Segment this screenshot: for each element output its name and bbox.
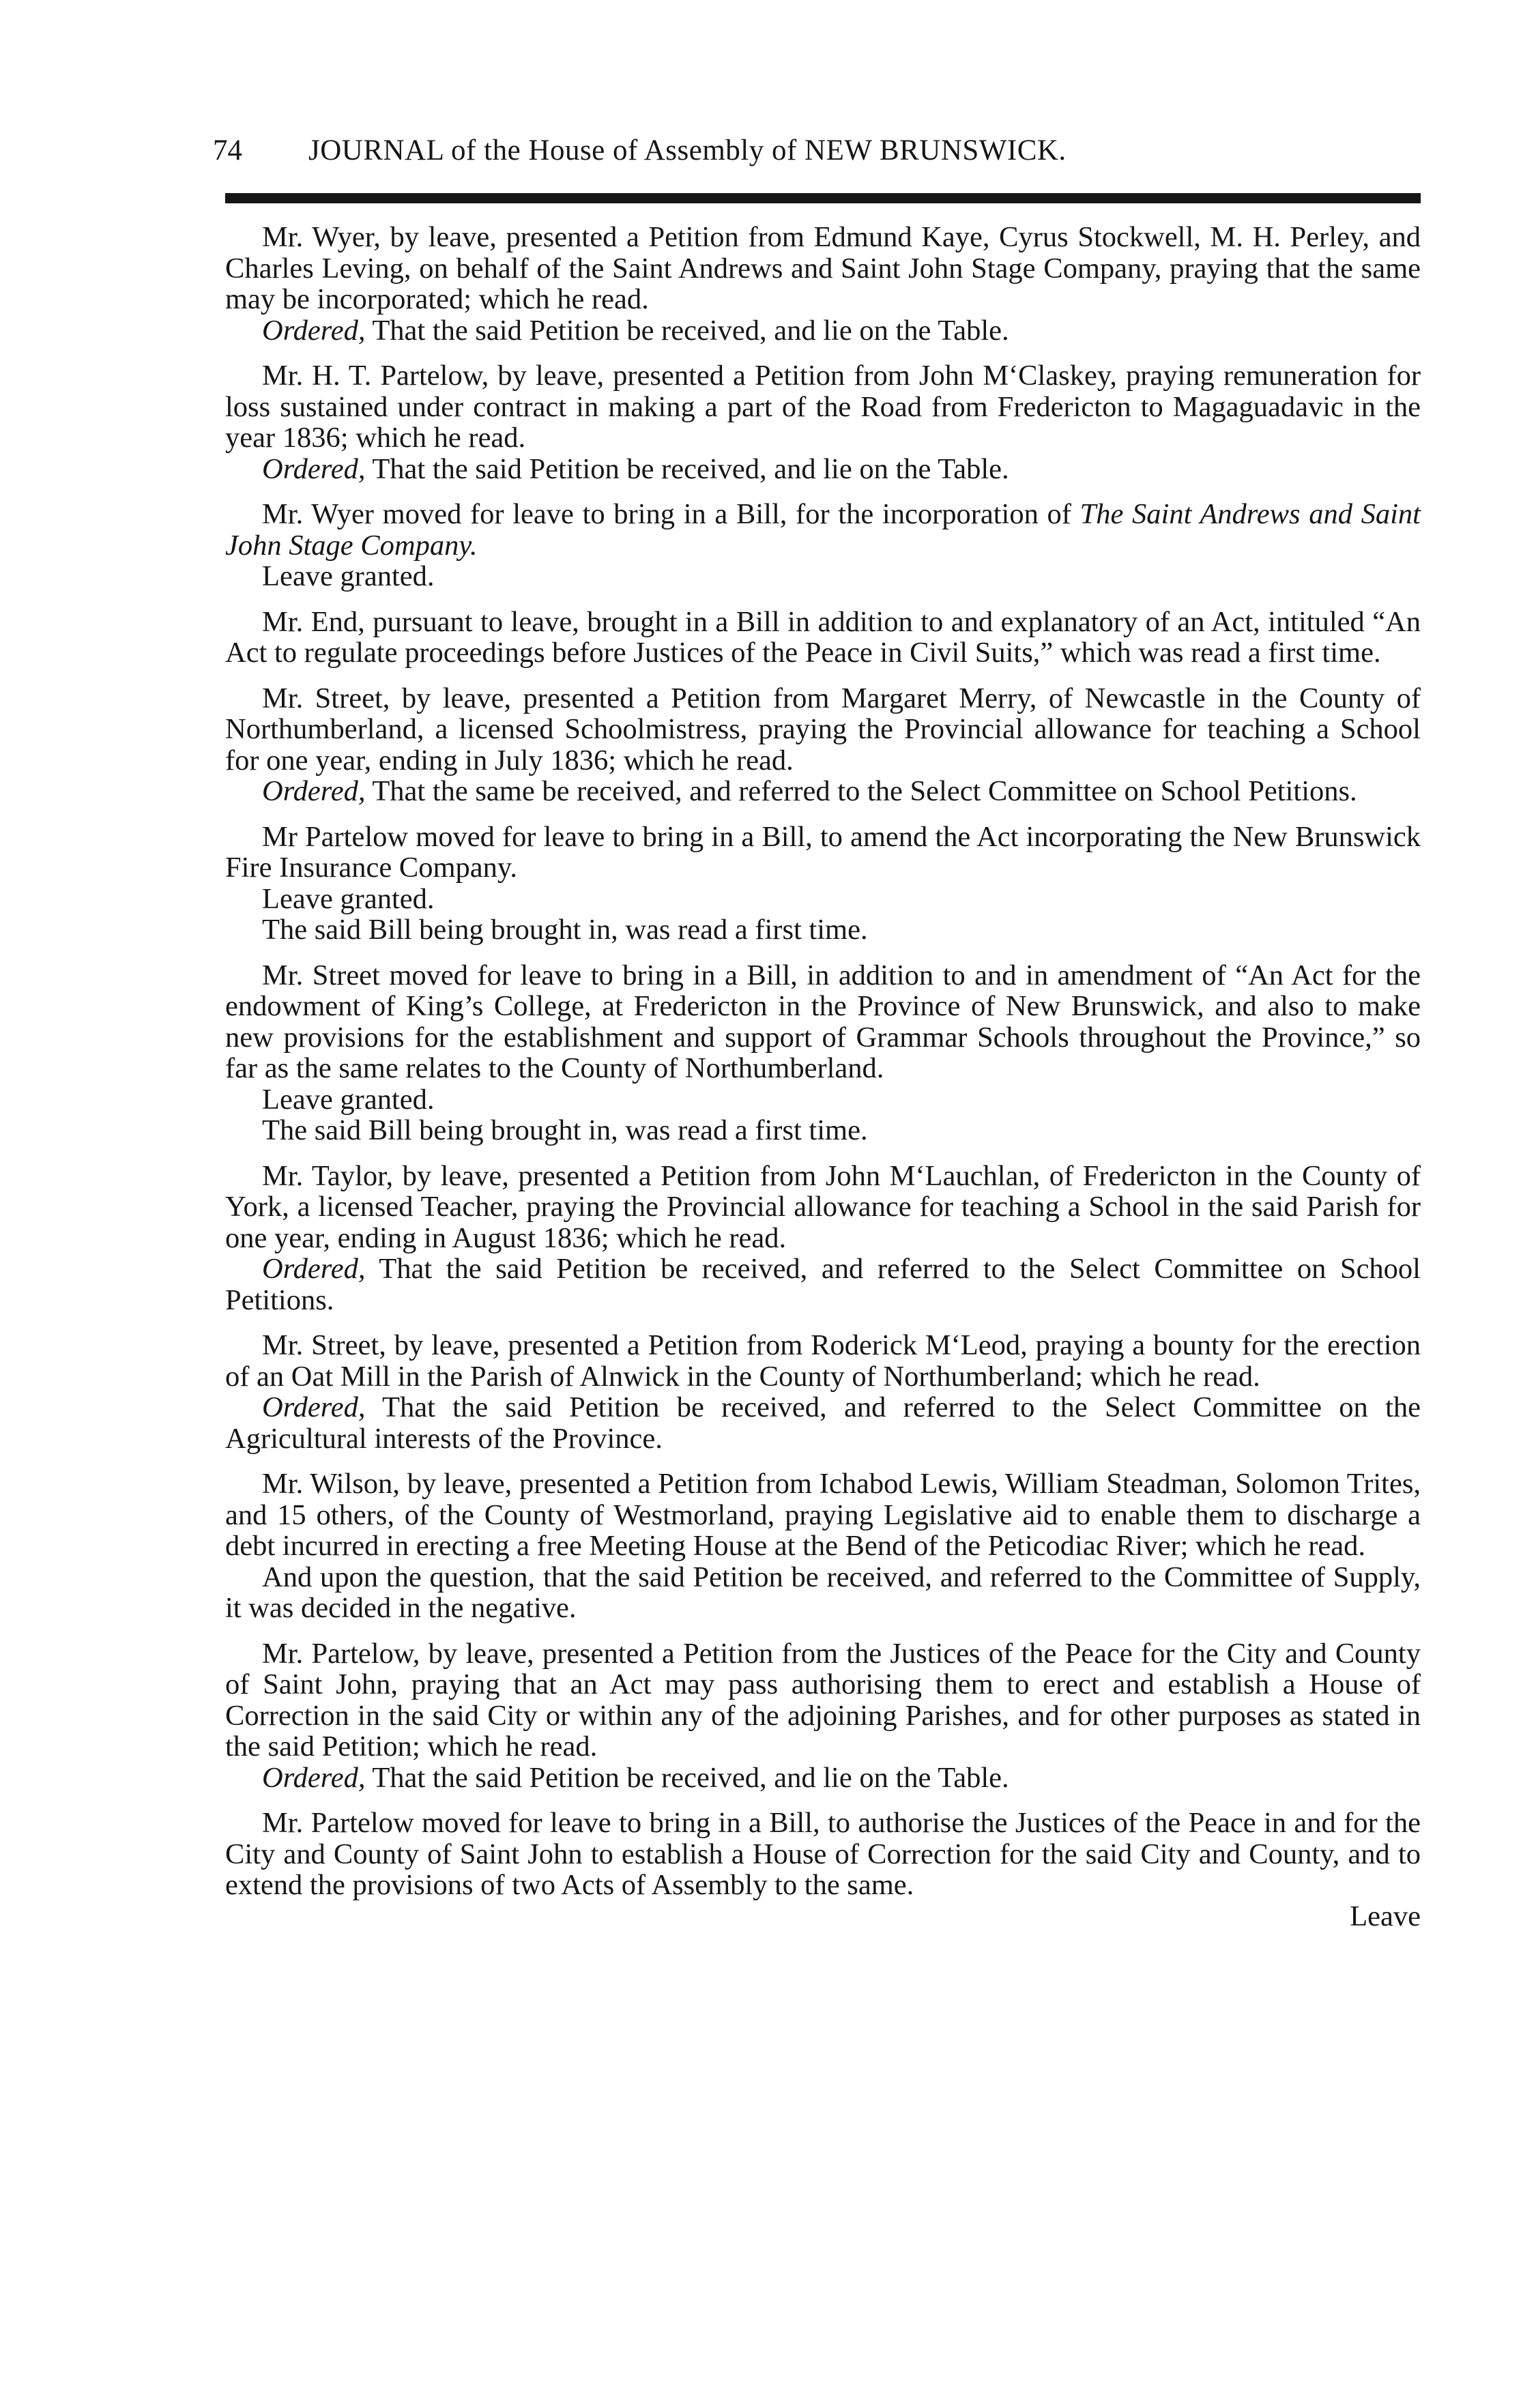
- entry-text: That the said Petition be received, and referred to the Select Committee on the Agricultural interests of the Province.: [225, 1391, 1421, 1455]
- entry-text: Mr. Street, by leave, presented a Petition from Roderick M‘Leod, praying a bounty for the erection of an Oat Mill in the Parish of Alnwick in the County of Northumberland; which he read.: [225, 1329, 1421, 1393]
- ordered-label: Ordered,: [262, 314, 366, 347]
- ordered-label: Ordered,: [262, 1391, 366, 1423]
- journal-entry: [225, 1161, 1421, 1254]
- entry-text: Mr. End, pursuant to leave, brought in a Bill in addition to and explanatory of an Act, intituled “An Act to regulate proceedings before Justices of the Peace in Civil Suits,” which was read a first time.: [225, 605, 1421, 669]
- page-header: [213, 134, 1421, 168]
- entry-text: The said Bill being brought in, was read a first time.: [262, 914, 868, 946]
- journal-entry: [225, 683, 1421, 777]
- journal-entry: [225, 607, 1421, 669]
- entry-text: Mr. Wilson, by leave, presented a Petition from Ichabod Lewis, William Steadman, Solomon Trites, and 15 others, of the County of Westmorland, praying Legislative aid to enable them to discharge a debt incurred in erecting a free Meeting House at the Bend of the Peticodiac River; which he read.: [225, 1468, 1421, 1562]
- entry-text: Mr. Street, by leave, presented a Petition from Margaret Merry, of Newcastle in the County of Northumberland, a licensed Schoolmistress, praying the Provincial allowance for teaching a School for one year, ending in July 1836; which he read.: [225, 682, 1421, 777]
- entry-text: Mr. Taylor, by leave, presented a Petition from John M‘Lauchlan, of Fredericton in the County of York, a licensed Teacher, praying the Provincial allowance for teaching a School in the said Parish for one year, ending in August 1836; which he read.: [225, 1159, 1421, 1254]
- entry-text: Mr. Partelow, by leave, presented a Petition from the Justices of the Peace for the City and County of Saint John, praying that an Act may pass authorising them to erect and establish a House of Correction in the said City or within any of the adjoining Parishes, and for other purposes as stated in the said Petition; which he read.: [225, 1637, 1421, 1763]
- page-number: 74: [213, 134, 242, 166]
- header-rule: [225, 193, 1421, 203]
- journal-entry: [225, 914, 1421, 946]
- ordered-label: Ordered,: [262, 452, 366, 485]
- journal-entry: [225, 222, 1421, 315]
- journal-entry: [225, 1638, 1421, 1763]
- entry-text: Leave granted.: [262, 882, 435, 915]
- entry-text: Mr Partelow moved for leave to bring in a Bill, to amend the Act incorporating the New Brunswick Fire Insurance Company.: [225, 820, 1421, 884]
- entry-text: That the said Petition be received, and referred to the Select Committee on School Petitions.: [225, 1253, 1421, 1316]
- entry-text: That the said Petition be received, and lie on the Table.: [365, 452, 1009, 485]
- journal-entry: [225, 1115, 1421, 1146]
- journal-entry: [225, 360, 1421, 454]
- entry-text: Mr. Wyer, by leave, presented a Petition from Edmund Kaye, Cyrus Stockwell, M. H. Perley, and Charles Leving, on behalf of the Saint Andrews and Saint John Stage Company, praying that the same may be incorporated; which he read.: [225, 221, 1421, 315]
- entry-text: That the same be received, and referred to the Select Committee on School Petitions.: [365, 775, 1357, 807]
- ordered-label: Ordered,: [262, 1761, 366, 1794]
- ordered-entry: [225, 776, 1421, 807]
- ordered-entry: [225, 1763, 1421, 1794]
- journal-body: [225, 222, 1421, 1932]
- entry-text: That the said Petition be received, and lie on the Table.: [365, 314, 1009, 347]
- entry-text: Mr. Street moved for leave to bring in a Bill, in addition to and in amendment of “An Act for the endowment of King’s College, at Fredericton in the Province of New Brunswick, and also to make new provisions for the establishment and support of Grammar Schools throughout the Province,” so far as the same relates to the County of Northumberland.: [225, 959, 1421, 1084]
- ordered-label: Ordered,: [262, 1253, 366, 1285]
- journal-entry: [225, 1562, 1421, 1624]
- ordered-entry: [225, 315, 1421, 347]
- running-title: JOURNAL of the House of Assembly of NEW BRUNSWICK.: [308, 134, 1067, 166]
- ordered-entry: [225, 1392, 1421, 1454]
- ordered-entry: [225, 1253, 1421, 1316]
- entry-text: Mr. H. T. Partelow, by leave, presented a Petition from John M‘Claskey, praying remuneration for loss sustained under contract in making a part of the Road from Fredericton to Magaguadavic in the year 1836; which he read.: [225, 360, 1421, 454]
- entry-text: Leave granted.: [262, 1083, 435, 1116]
- journal-entry: [225, 499, 1421, 561]
- ordered-label: Ordered,: [262, 775, 366, 807]
- ordered-entry: [225, 454, 1421, 485]
- entry-text: That the said Petition be received, and lie on the Table.: [365, 1761, 1009, 1794]
- catchword: Leave: [1350, 1900, 1421, 1932]
- journal-entry: [225, 1808, 1421, 1901]
- journal-entry: [225, 960, 1421, 1084]
- entry-text: Leave granted.: [262, 560, 435, 592]
- journal-entry: [225, 561, 1421, 592]
- journal-entry: [225, 1084, 1421, 1116]
- entry-text: Mr. Wyer moved for leave to bring in a Bill, for the incorporation of: [262, 498, 1080, 530]
- journal-entry: [225, 1330, 1421, 1392]
- bill-title: The Saint Andrews and Saint John Stage Company.: [225, 498, 1421, 562]
- entry-text: The said Bill being brought in, was read a first time.: [262, 1114, 868, 1146]
- journal-entry: [225, 1468, 1421, 1562]
- journal-entry: [225, 884, 1421, 915]
- journal-entry: [225, 822, 1421, 884]
- entry-text: Mr. Partelow moved for leave to bring in a Bill, to authorise the Justices of the Peace in and for the City and County of Saint John to establish a House of Correction for the said City and County, and to extend the provisions of two Acts of Assembly to the same.: [225, 1807, 1421, 1901]
- entry-text: And upon the question, that the said Petition be received, and referred to the Committee of Supply, it was decided in the negative.: [225, 1561, 1421, 1624]
